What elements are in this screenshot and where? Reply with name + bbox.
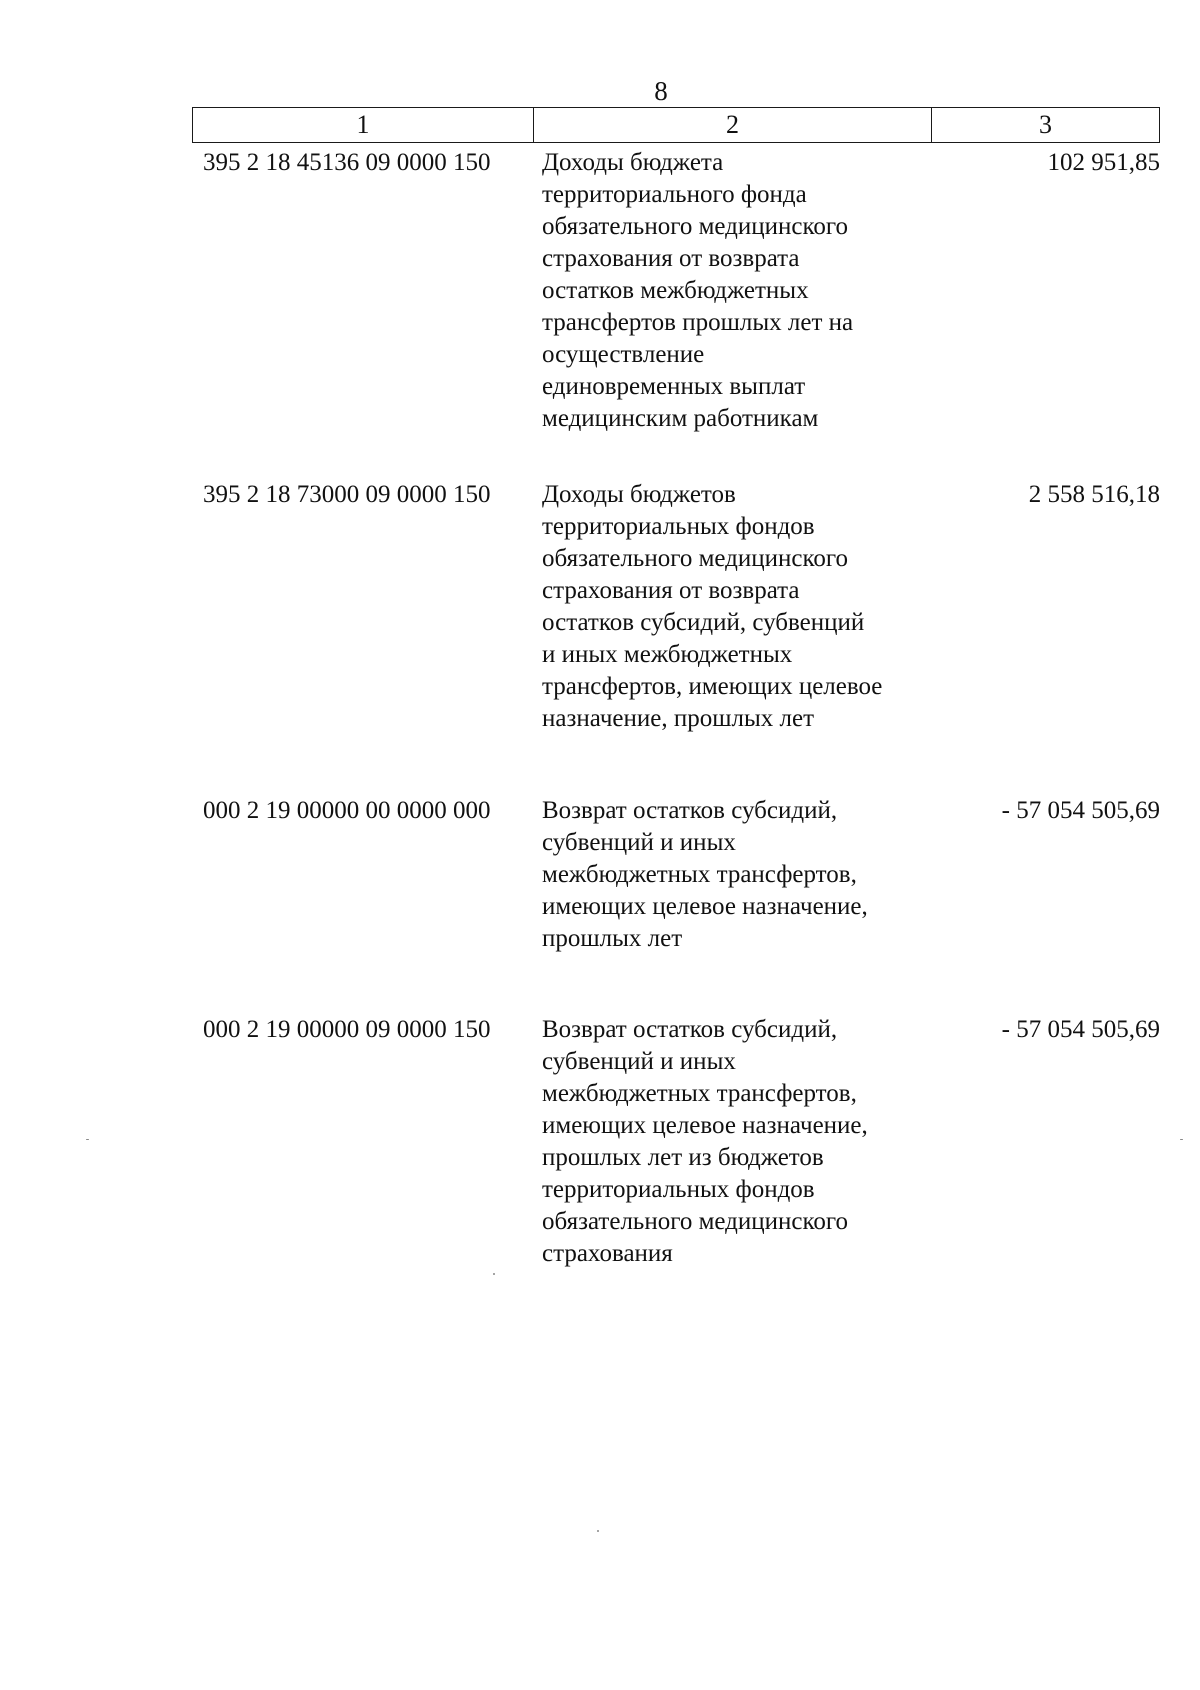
row-amount: 102 951,85: [1047, 149, 1160, 176]
description-line: единовременных выплат: [542, 373, 806, 400]
description-line: обязательного медицинского: [542, 545, 849, 572]
table-header: [192, 107, 1160, 143]
table-row: [192, 147, 1160, 435]
description-line: имеющих целевое назначение,: [542, 893, 868, 920]
description-line: трансфертов прошлых лет на: [542, 309, 854, 336]
row-description: [542, 795, 932, 955]
description-line: имеющих целевое назначение,: [542, 1112, 868, 1139]
row-code: 395 2 18 73000 09 0000 150: [203, 481, 491, 508]
description-line: медицинским работникам: [542, 405, 819, 432]
description-line: территориальных фондов: [542, 513, 815, 540]
description-line: страхования от возврата: [542, 577, 800, 604]
scan-speck: [493, 1273, 495, 1275]
description-line: Доходы бюджетов: [542, 481, 736, 508]
description-line: назначение, прошлых лет: [542, 705, 814, 732]
description-line: страхования: [542, 1240, 673, 1267]
description-line: Возврат остатков субсидий,: [542, 1016, 838, 1043]
header-col-2: 2: [534, 108, 932, 142]
row-code: 395 2 18 45136 09 0000 150: [203, 149, 491, 176]
description-line: остатков межбюджетных: [542, 277, 809, 304]
description-line: осуществление: [542, 341, 705, 368]
row-description: [542, 479, 932, 735]
description-line: Доходы бюджета: [542, 149, 724, 176]
table-body: [192, 147, 1160, 1270]
scan-speck: [597, 1530, 599, 1532]
description-line: обязательного медицинского: [542, 213, 849, 240]
description-line: межбюджетных трансфертов,: [542, 861, 857, 888]
description-line: Возврат остатков субсидий,: [542, 797, 838, 824]
table-row: [192, 479, 1160, 735]
row-amount: - 57 054 505,69: [1001, 797, 1160, 824]
description-line: прошлых лет: [542, 925, 683, 952]
description-line: территориального фонда: [542, 181, 807, 208]
scan-speck: [1180, 1139, 1183, 1140]
header-col-1: 1: [193, 108, 534, 142]
row-code: 000 2 19 00000 00 0000 000: [203, 797, 491, 824]
table-row: [192, 1014, 1160, 1270]
row-amount: 2 558 516,18: [1028, 481, 1160, 508]
description-line: межбюджетных трансфертов,: [542, 1080, 857, 1107]
row-amount: - 57 054 505,69: [1001, 1016, 1160, 1043]
description-line: прошлых лет из бюджетов: [542, 1144, 824, 1171]
page-number: 8: [654, 76, 668, 106]
description-line: субвенций и иных: [542, 1048, 736, 1075]
table-row: [192, 795, 1160, 955]
row-code: 000 2 19 00000 09 0000 150: [203, 1016, 491, 1043]
description-line: территориальных фондов: [542, 1176, 815, 1203]
row-description: [542, 147, 932, 435]
scan-speck: [86, 1139, 89, 1140]
description-line: страхования от возврата: [542, 245, 800, 272]
description-line: субвенций и иных: [542, 829, 736, 856]
description-line: и иных межбюджетных: [542, 641, 793, 668]
header-col-3: 3: [1039, 110, 1052, 139]
description-line: остатков субсидий, субвенций: [542, 609, 865, 636]
description-line: обязательного медицинского: [542, 1208, 849, 1235]
row-description: [542, 1014, 932, 1270]
description-line: трансфертов, имеющих целевое: [542, 673, 883, 700]
